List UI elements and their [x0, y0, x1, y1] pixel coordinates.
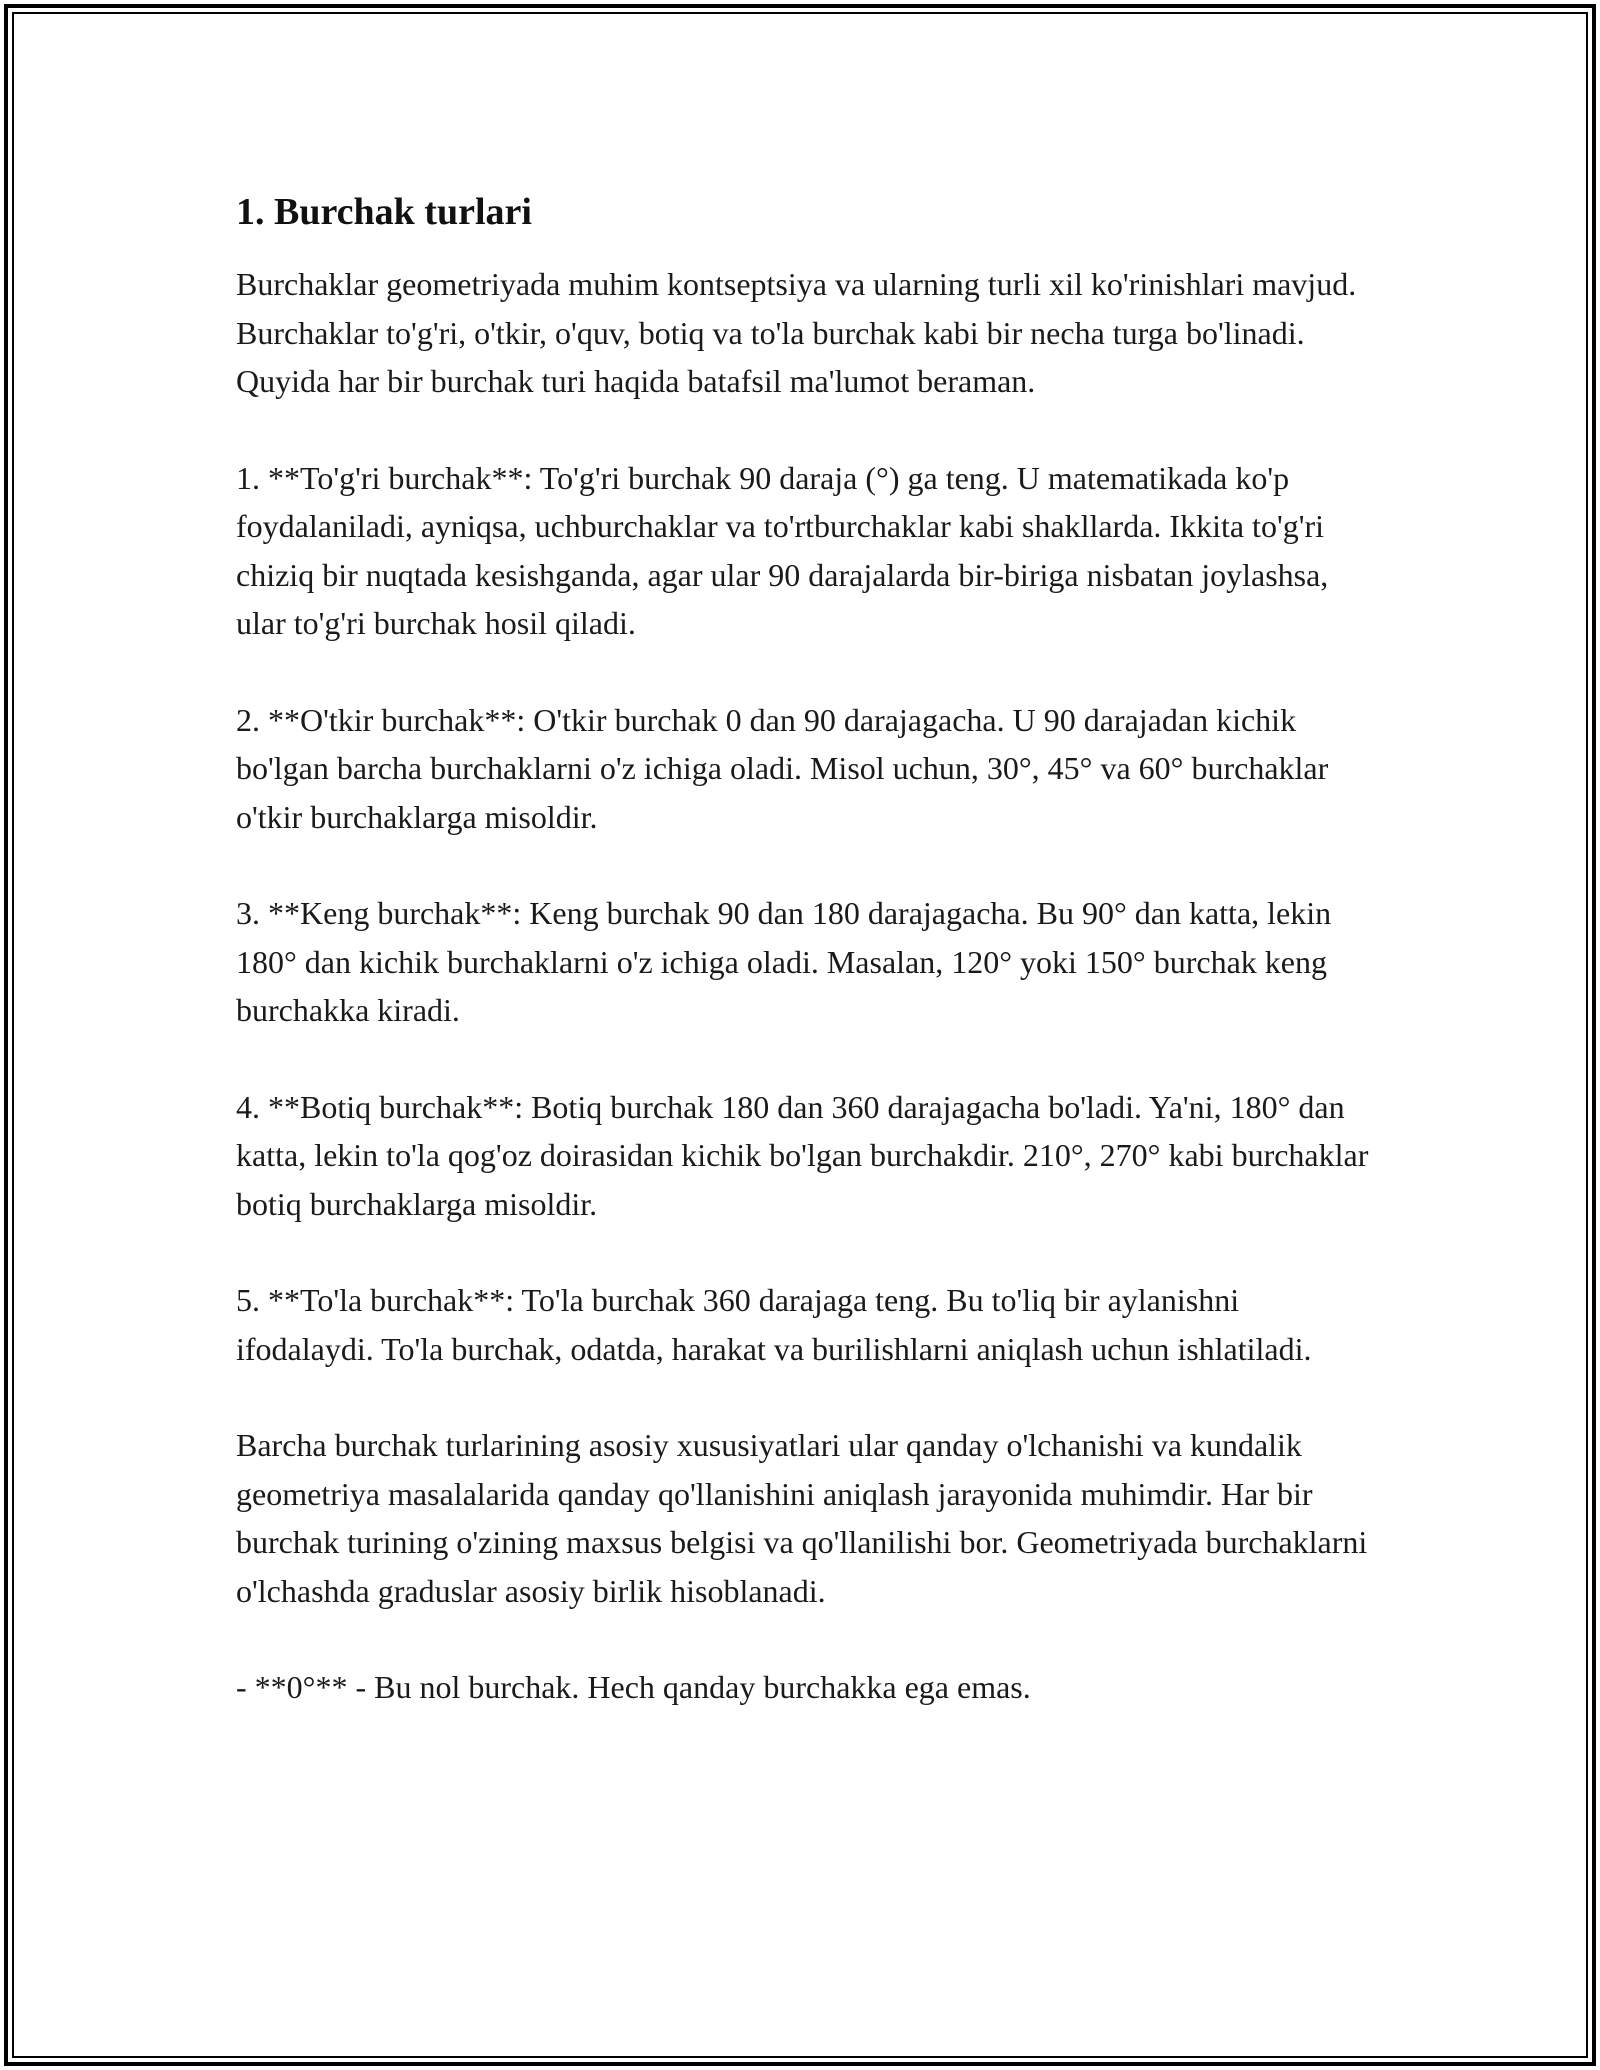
reflex-angle-paragraph: 4. **Botiq burchak**: Botiq burchak 180 dan 360 darajagacha bo'ladi. Ya'ni, 180° dan katta, lekin to'la qog'oz doirasidan kichik bo'lgan burchakdir. 210°, 270° kabi burchaklar botiq burchaklarga misoldir.	[236, 1088, 1369, 1222]
intro-paragraph: Burchaklar geometriyada muhim kontseptsiya va ularning turli xil ko'rinishlari mavjud. Burchaklar to'g'ri, o'tkir, o'quv, botiq va to'la burchak kabi bir necha turga bo'linadi. Quyida har bir burchak turi haqida batafsil ma'lumot beraman.	[236, 266, 1357, 399]
summary-paragraph: Barcha burchak turlarining asosiy xususiyatlari ular qanday o'lchanishi va kundalik geometriya masalalarida qanday qo'llanishini aniqlash jarayonida muhimdir. Har bir burchak turining o'zining maxsus belgisi va qo'llanilishi bor. Geometriyada burchaklarni o'lchashda graduslar asosiy birlik hisoblanadi.	[236, 1427, 1368, 1609]
section-heading: 1. Burchak turlari	[236, 191, 532, 233]
right-angle-paragraph: 1. **To'g'ri burchak**: To'g'ri burchak 90 daraja (°) ga teng. U matematikada ko'p foydalaniladi, ayniqsa, uchburchaklar va to'rtburchaklar kabi shakllarda. Ikkita to'g'ri chiziq bir nuqtada kesishganda, agar ular 90 darajalarda bir-biriga nisbatan joylashsa, ular to'g'ri burchak hosil qiladi.	[236, 459, 1329, 641]
obtuse-angle-paragraph: 3. **Keng burchak**: Keng burchak 90 dan 180 darajagacha. Bu 90° dan katta, lekin 180° dan kichik burchaklarni o'z ichiga oladi. Masalan, 120° yoki 150° burchak keng burchakka kiradi.	[236, 895, 1332, 1028]
zero-angle-list-item: - **0°** - Bu nol burchak. Hech qanday burchakka ega emas.	[236, 1669, 1031, 1705]
full-angle-paragraph: 5. **To'la burchak**: To'la burchak 360 darajaga teng. Bu to'liq bir aylanishni ifodalaydi. To'la burchak, odatda, harakat va burilishlarni aniqlash uchun ishlatiladi.	[236, 1282, 1312, 1367]
acute-angle-paragraph: 2. **O'tkir burchak**: O'tkir burchak 0 dan 90 darajagacha. U 90 darajadan kichik bo'lgan barcha burchaklarni o'z ichiga oladi. Misol uchun, 30°, 45° va 60° burchaklar o'tkir burchaklarga misoldir.	[236, 701, 1329, 835]
document-body	[236, 186, 1370, 1712]
